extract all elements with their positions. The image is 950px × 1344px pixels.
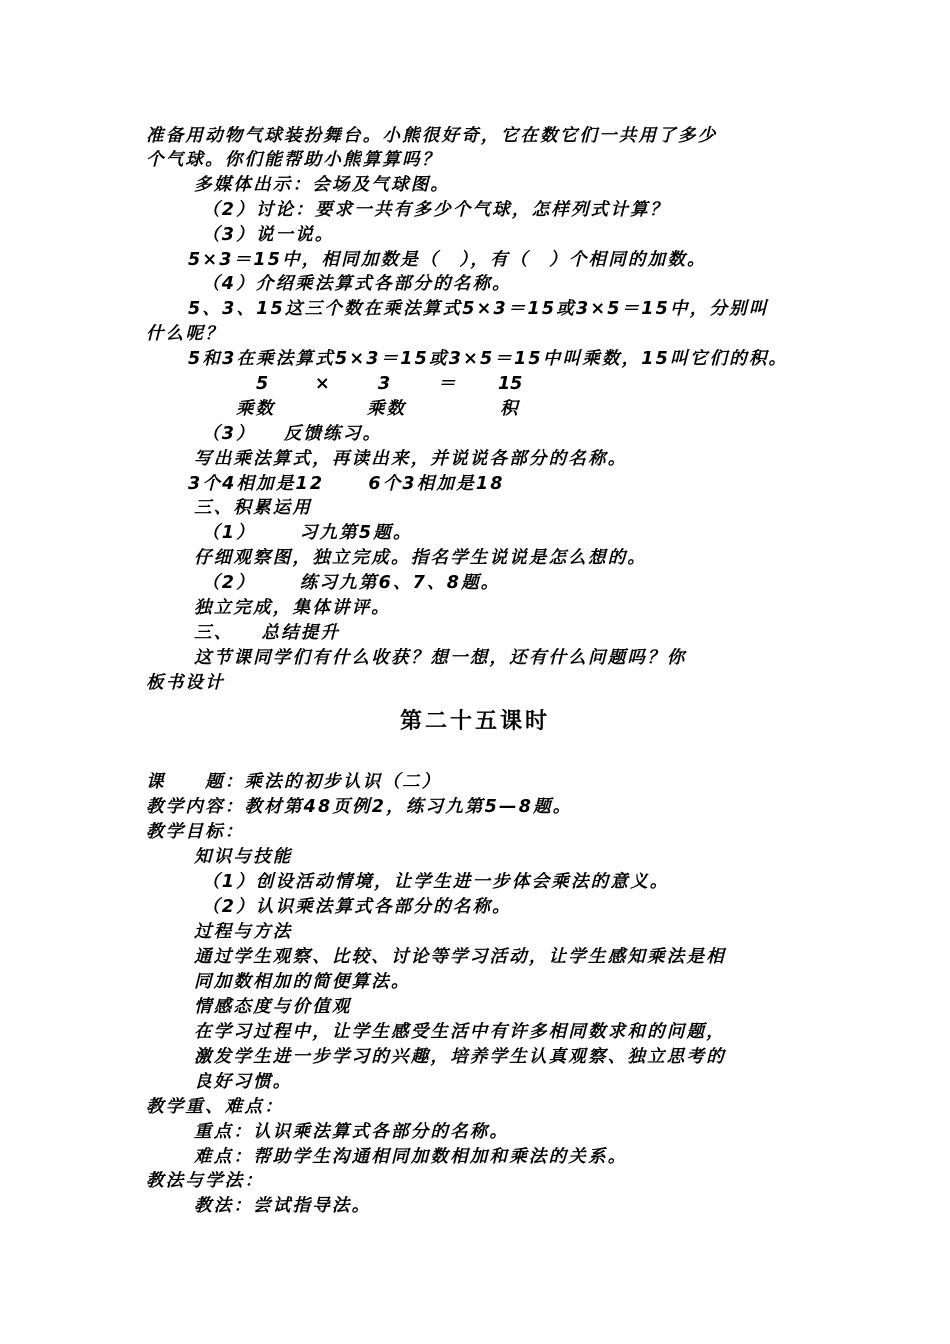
exercise-label: 练习九第6、7、8题。 [299, 573, 501, 593]
text-line: 教法与学法： [146, 1171, 265, 1191]
text-line: 什么呢？ [146, 324, 225, 344]
text-line: （1）创设活动情境，让学生进一步体会乘法的意义。 [202, 872, 670, 892]
text-line: 教法：尝试指导法。 [194, 1196, 372, 1216]
section-label: 总结提升 [261, 623, 341, 643]
equation-label-factor-1: 乘数 [236, 399, 275, 419]
text-line: 情感态度与价值观 [194, 997, 352, 1017]
text-line: 重点：认识乘法算式各部分的名称。 [194, 1122, 510, 1142]
text-line: 5和3在乘法算式5×3＝15或3×5＝15中叫乘数，15叫它们的积。 [188, 349, 789, 369]
equation-product: 15 [498, 374, 523, 394]
sum-a: 3个4相加是12 [188, 474, 325, 494]
exercise-label: 习九第5题。 [299, 523, 413, 543]
text-line: 课 题：乘法的初步认识（二） [146, 772, 442, 792]
text-line: 过程与方法 [194, 922, 293, 942]
equation-equals-sign: ＝ [438, 374, 456, 394]
text-line: 独立完成，集体讲评。 [194, 598, 391, 618]
text-line: 准备用动物气球装扮舞台。小熊很好奇，它在数它们一共用了多少 [146, 126, 718, 146]
text-line: （4）介绍乘法算式各部分的名称。 [202, 274, 512, 294]
exercise-line [202, 571, 501, 595]
text-line: （3）说一说。 [202, 225, 335, 245]
equation-times-sign: × [315, 374, 330, 394]
equation-factor-2: 3 [378, 374, 391, 394]
exercise-number: （1） [202, 523, 256, 543]
text-line: 激发学生进一步学习的兴趣，培养学生认真观察、独立思考的 [194, 1047, 726, 1067]
lesson-title: 第二十五课时 [399, 708, 550, 734]
section-number: 三、 [194, 623, 234, 643]
section-heading: 三、积累运用 [194, 498, 313, 518]
text-line: 知识与技能 [194, 847, 293, 867]
text-line: 5×3＝15中，相同加数是（ ），有（ ）个相同的加数。 [188, 250, 707, 270]
board-design-label: 板书设计 [146, 673, 225, 693]
text-line: （2）认识乘法算式各部分的名称。 [202, 897, 512, 917]
text-line: 教学目标： [146, 822, 245, 842]
text-line: 同加数相加的简便算法。 [194, 972, 411, 992]
text-line: 在学习过程中，让学生感受生活中有许多相同数求和的问题， [194, 1022, 726, 1042]
text-line: 仔细观察图，独立完成。指名学生说说是怎么想的。 [194, 548, 648, 568]
exercise-number: （2） [202, 573, 256, 593]
text-line: 教学内容：教材第48页例2，练习九第5—8题。 [146, 797, 573, 817]
text-line: 教学重、难点： [146, 1097, 284, 1117]
feedback-label: 反馈练习。 [283, 424, 383, 444]
feedback-heading [202, 422, 382, 446]
text-line: 多媒体出示：会场及气球图。 [194, 175, 451, 195]
text-line: （2）讨论：要求一共有多少个气球，怎样列式计算？ [202, 200, 670, 220]
text-line: 5、3、15这三个数在乘法算式5×3＝15或3×5＝15中，分别叫 [188, 299, 769, 319]
feedback-number: （3） [202, 424, 256, 444]
text-line: 写出乘法算式，再读出来，并说说各部分的名称。 [194, 449, 628, 469]
text-line: 通过学生观察、比较、讨论等学习活动，让学生感知乘法是相 [194, 947, 726, 967]
text-line: 良好习惯。 [194, 1072, 293, 1092]
sum-b: 6个3相加是18 [368, 474, 505, 494]
text-line: 难点：帮助学生沟通相同加数相加和乘法的关系。 [194, 1147, 628, 1167]
text-line: 这节课同学们有什么收获？想一想，还有什么问题吗？你 [194, 648, 687, 668]
text-line: 个气球。你们能帮助小熊算算吗？ [146, 150, 442, 170]
equation-label-product: 积 [500, 399, 518, 419]
equation-factor-1: 5 [256, 374, 269, 394]
sum-line [188, 472, 505, 496]
equation-label-factor-2: 乘数 [367, 399, 406, 419]
exercise-line [202, 521, 413, 545]
section-heading [194, 621, 340, 645]
